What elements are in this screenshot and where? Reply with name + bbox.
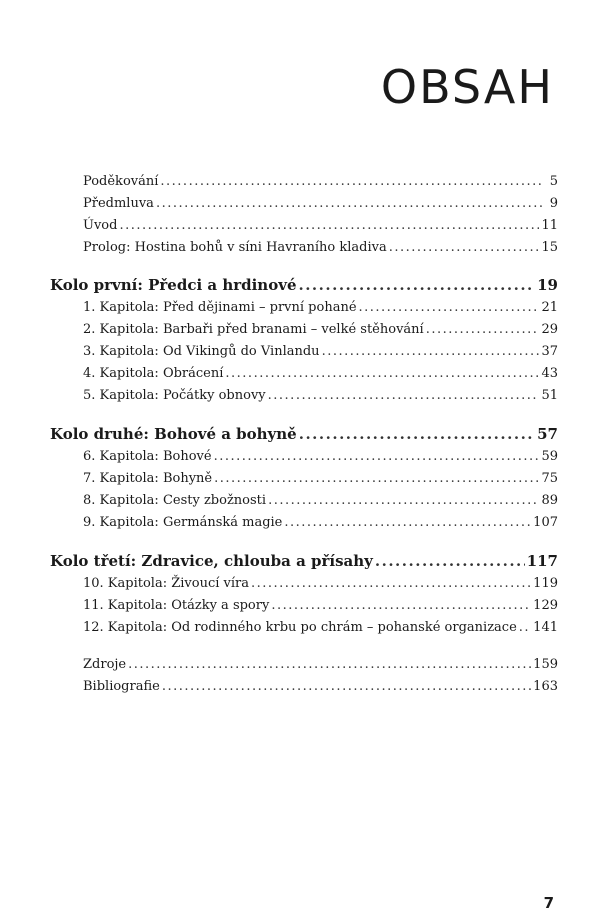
toc-part-1[interactable]: [50, 273, 558, 297]
leader-dots: [299, 422, 535, 446]
toc-entry-bibliografie[interactable]: [50, 676, 558, 698]
toc-entry-label: 12. Kapitola: Od rodinného krbu po chrám – pohanské organizace: [83, 620, 517, 635]
toc-chapter-5[interactable]: [50, 385, 558, 407]
toc-entry-page: 163: [533, 679, 558, 694]
toc-entry-page: 141: [533, 620, 558, 635]
leader-dots: [389, 237, 540, 259]
toc-entry-label: Úvod: [83, 218, 118, 233]
toc-entry-label: 5. Kapitola: Počátky obnovy: [83, 388, 266, 403]
toc-entry-page: 9: [549, 196, 558, 211]
toc-entry-label: Zdroje: [83, 657, 127, 672]
toc-entry-label: 8. Kapitola: Cesty zbožnosti: [83, 493, 267, 508]
toc-entry-page: 159: [533, 657, 558, 672]
toc-entry-label: 1. Kapitola: Před dějinami – první pohané: [83, 300, 357, 315]
toc-chapter-7[interactable]: [50, 468, 558, 490]
toc-part-title: Kolo první: Předci a hrdinové: [50, 276, 297, 294]
toc-chapter-4[interactable]: [50, 363, 558, 385]
toc-entry-prolog[interactable]: [50, 237, 558, 259]
toc-entry-label: Bibliografie: [83, 679, 160, 694]
toc-chapter-3[interactable]: [50, 341, 558, 363]
toc-part-page: 117: [526, 552, 558, 570]
toc-entry-label: 6. Kapitola: Bohové: [83, 449, 212, 464]
leader-dots: [162, 676, 531, 698]
toc-entry-label: 4. Kapitola: Obrácení: [83, 366, 224, 381]
leader-dots: [268, 385, 540, 407]
leader-dots: [214, 446, 540, 468]
toc-entry-page: 89: [541, 493, 558, 508]
leader-dots: [268, 490, 539, 512]
toc-entry-page: 51: [541, 388, 558, 403]
toc-entry-label: 3. Kapitola: Od Vikingů do Vinlandu: [83, 344, 320, 359]
toc-entry-zdroje[interactable]: [50, 654, 558, 676]
toc-entry-label: 9. Kapitola: Germánská magie: [83, 515, 283, 530]
toc-entry-page: 119: [533, 576, 558, 591]
toc-entry-label: 10. Kapitola: Živoucí víra: [83, 576, 249, 591]
toc-entry-page: 29: [541, 322, 558, 337]
toc-entry-page: 5: [549, 174, 558, 189]
leader-dots: [128, 654, 531, 676]
table-of-contents: [50, 171, 558, 698]
leader-dots: [322, 341, 540, 363]
leader-dots: [426, 319, 540, 341]
toc-entry-predmluva[interactable]: [50, 193, 558, 215]
leader-dots: [119, 215, 539, 237]
toc-chapter-9[interactable]: [50, 512, 558, 534]
leader-dots: [160, 171, 542, 193]
leader-dots: [298, 273, 535, 297]
page-title: OBSAH: [380, 60, 554, 114]
leader-dots: [156, 193, 542, 215]
toc-chapter-1[interactable]: [50, 297, 558, 319]
toc-chapter-2[interactable]: [50, 319, 558, 341]
toc-part-page: 19: [537, 276, 558, 294]
toc-entry-page: 21: [541, 300, 558, 315]
leader-dots: [284, 512, 531, 534]
toc-entry-label: 2. Kapitola: Barbaři před branami – velké stěhování: [83, 322, 424, 337]
leader-dots: [214, 468, 539, 490]
toc-entry-label: 7. Kapitola: Bohyně: [83, 471, 213, 486]
toc-entry-label: Předmluva: [83, 196, 154, 211]
toc-part-title: Kolo druhé: Bohové a bohyně: [50, 425, 297, 443]
toc-entry-uvod[interactable]: [50, 215, 558, 237]
leader-dots: [375, 549, 525, 573]
leader-dots: [251, 573, 531, 595]
toc-part-title: Kolo třetí: Zdravice, chlouba a přísahy: [50, 552, 373, 570]
toc-entry-page: 43: [541, 366, 558, 381]
toc-chapter-12[interactable]: [50, 617, 558, 639]
toc-entry-label: Poděkování: [83, 174, 159, 189]
toc-entry-page: 129: [533, 598, 558, 613]
page-number: 7: [543, 894, 554, 912]
toc-entry-label: Prolog: Hostina bohů v síni Havraního kladiva: [83, 240, 387, 255]
toc-chapter-10[interactable]: [50, 573, 558, 595]
leader-dots: [359, 297, 540, 319]
toc-chapter-8[interactable]: [50, 490, 558, 512]
toc-part-3[interactable]: [50, 549, 558, 573]
toc-chapter-6[interactable]: [50, 446, 558, 468]
toc-entry-page: 37: [541, 344, 558, 359]
toc-entry-page: 15: [541, 240, 558, 255]
toc-chapter-11[interactable]: [50, 595, 558, 617]
toc-entry-page: 59: [541, 449, 558, 464]
toc-entry-page: 107: [533, 515, 558, 530]
toc-part-2[interactable]: [50, 422, 558, 446]
leader-dots: [519, 617, 531, 639]
toc-part-page: 57: [537, 425, 558, 443]
toc-entry-podekovani[interactable]: [50, 171, 558, 193]
leader-dots: [271, 595, 531, 617]
toc-entry-page: 11: [541, 218, 558, 233]
leader-dots: [225, 363, 539, 385]
toc-entry-label: 11. Kapitola: Otázky a spory: [83, 598, 270, 613]
toc-entry-page: 75: [541, 471, 558, 486]
